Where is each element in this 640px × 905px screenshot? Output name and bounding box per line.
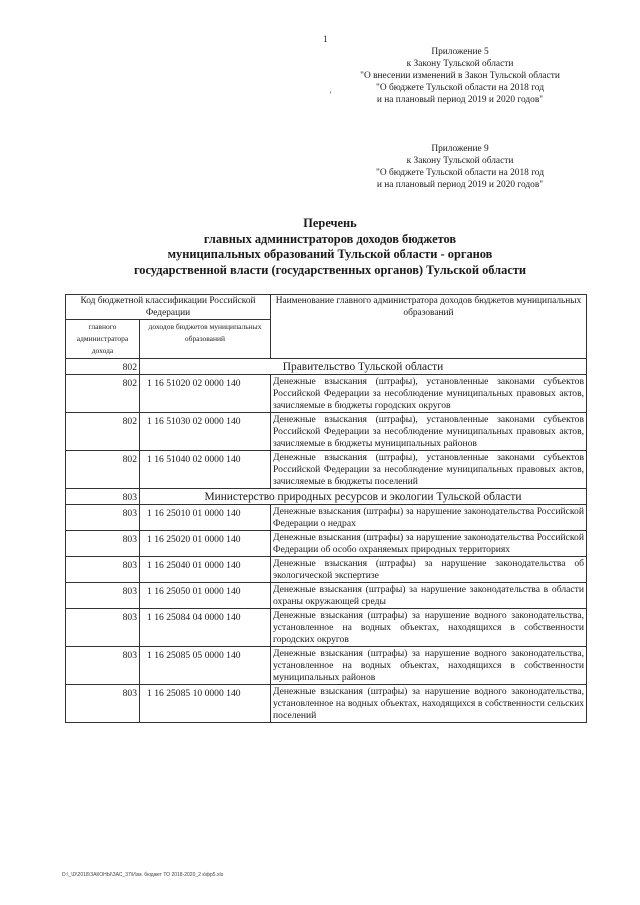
income-name-cell: Денежные взыскания (штрафы) за нарушение законодательства в области охраны окружающей среды — [271, 583, 587, 609]
admin-code-cell: 803 — [66, 557, 140, 583]
admin-code-cell: 803 — [66, 647, 140, 685]
income-name-cell: Денежные взыскания (штрафы) за нарушение водного законодательства, установленное на водных объектах, находящихся в собственности сельских поселений — [271, 685, 587, 723]
table-row — [66, 583, 587, 609]
title-line: Перечень — [303, 216, 357, 230]
income-code-cell: 1 16 25020 01 0000 140 — [140, 531, 271, 557]
admin-code-cell: 803 — [66, 583, 140, 609]
header-admin: главного администратора дохода — [66, 320, 140, 359]
table-row — [66, 647, 587, 685]
income-name-cell: Денежные взыскания (штрафы) за нарушение законодательства Российской Федерации о недрах — [271, 505, 587, 531]
appendix-5-line: к Закону Тульской области — [406, 59, 514, 69]
income-name-cell: Денежные взыскания (штрафы) за нарушение законодательства об экологической экспертизе — [271, 557, 587, 583]
admin-code-cell: 803 — [66, 505, 140, 531]
header-name: Наименование главного администратора доходов бюджетов муниципальных образований — [271, 295, 587, 359]
income-name-cell: Денежные взыскания (штрафы) за нарушение водного законодательства, установленное на водных объектах, находящихся в собственности муниципальных районов — [271, 647, 587, 685]
section-name-cell: Министерство природных ресурсов и экологии Тульской области — [140, 489, 587, 505]
table-row — [66, 557, 587, 583]
table-row — [66, 531, 587, 557]
income-name-cell: Денежные взыскания (штрафы), установленные законами субъектов Российской Федерации за несоблюдение муниципальных правовых актов, зачисляемые в бюджеты городских округов — [271, 375, 587, 413]
file-path-footer: D:\_\D\2018\ЗАКОНЫ\ЗАС_37\Изм. бюджет ТО 2018-2020_2 к\фр5.xls — [62, 872, 224, 878]
income-name-cell: Денежные взыскания (штрафы), установленные законами субъектов Российской Федерации за несоблюдение муниципальных правовых актов, зачисляемые в бюджеты муниципальных районов — [271, 413, 587, 451]
income-code-cell: 1 16 25040 01 0000 140 — [140, 557, 271, 583]
appendix-9-line: и на плановый период 2019 и 2020 годов" — [376, 180, 544, 190]
table-section-row — [66, 489, 587, 505]
admin-code-cell: 803 — [66, 531, 140, 557]
appendix-9-line: "О бюджете Тульской области на 2018 год — [376, 168, 544, 178]
table-row — [66, 609, 587, 647]
table-header-row — [66, 295, 587, 320]
admin-code-cell: 802 — [66, 451, 140, 489]
income-code-cell: 1 16 25084 04 0000 140 — [140, 609, 271, 647]
income-code-cell: 1 16 25085 10 0000 140 — [140, 685, 271, 723]
appendix-9-block — [335, 143, 585, 191]
title-line: главных администраторов доходов бюджетов — [203, 231, 457, 246]
admin-code-cell: 803 — [66, 609, 140, 647]
title-line: государственной власти (государственных органов) Тульской области — [133, 262, 527, 277]
income-code-cell: 1 16 51020 02 0000 140 — [140, 375, 271, 413]
title-line: муниципальных образований Тульской области - органов — [167, 247, 493, 262]
admin-code-cell: 802 — [66, 413, 140, 451]
income-code-cell: 1 16 51030 02 0000 140 — [140, 413, 271, 451]
table-row — [66, 451, 587, 489]
document-title — [70, 216, 590, 278]
admin-code-cell: 802 — [66, 359, 140, 375]
appendix-5-line: "О внесении изменений в Закон Тульской области — [360, 71, 560, 81]
appendix-9-line: к Закону Тульской области — [406, 156, 514, 166]
administrators-table — [65, 294, 587, 723]
appendix-5-line: и на плановый период 2019 и 2020 годов" — [376, 95, 544, 105]
appendix-5-block — [335, 46, 585, 106]
income-name-cell: Денежные взыскания (штрафы) за нарушение водного законодательства, установленное на водных объектах, находящихся в собственности городских округов — [271, 609, 587, 647]
header-code: Код бюджетной классификации Российской Федерации — [66, 295, 271, 320]
table-row — [66, 413, 587, 451]
scan-mark: ' — [330, 90, 332, 99]
table-row — [66, 505, 587, 531]
table-row — [66, 375, 587, 413]
appendix-5-line: "О бюджете Тульской области на 2018 год — [376, 83, 544, 93]
header-income: доходов бюджетов муниципальных образований — [140, 320, 271, 359]
income-code-cell: 1 16 51040 02 0000 140 — [140, 451, 271, 489]
table-section-row — [66, 359, 587, 375]
page-number: 1 — [323, 34, 328, 44]
income-name-cell: Денежные взыскания (штрафы) за нарушение законодательства Российской Федерации об особо охраняемых природных территориях — [271, 531, 587, 557]
appendix-9-line: Приложение 9 — [431, 144, 489, 154]
income-code-cell: 1 16 25050 01 0000 140 — [140, 583, 271, 609]
income-code-cell: 1 16 25010 01 0000 140 — [140, 505, 271, 531]
income-name-cell: Денежные взыскания (штрафы), установленные законами субъектов Российской Федерации за несоблюдение муниципальных правовых актов, зачисляемые в бюджеты поселений — [271, 451, 587, 489]
admin-code-cell: 802 — [66, 375, 140, 413]
appendix-5-line: Приложение 5 — [431, 47, 489, 57]
admin-code-cell: 803 — [66, 685, 140, 723]
admin-code-cell: 803 — [66, 489, 140, 505]
section-name-cell: Правительство Тульской области — [140, 359, 587, 375]
income-code-cell: 1 16 25085 05 0000 140 — [140, 647, 271, 685]
table-row — [66, 685, 587, 723]
